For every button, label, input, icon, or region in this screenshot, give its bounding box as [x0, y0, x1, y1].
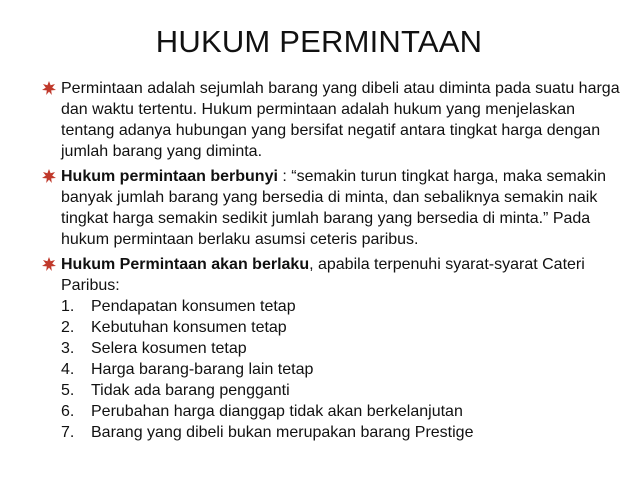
list-number: 6. [61, 403, 75, 420]
list-number: 4. [61, 361, 75, 378]
bullet-item-definition [42, 78, 627, 162]
bullet-bold-text: Hukum permintaan berbunyi [61, 168, 278, 185]
list-item [61, 422, 627, 443]
list-text: Harga barang-barang lain tetap [91, 361, 314, 378]
list-item [61, 296, 627, 317]
conditions-list [61, 296, 627, 443]
list-text: Selera kosumen tetap [91, 340, 247, 357]
red-starburst-icon [42, 81, 56, 95]
bullet-text: Permintaan adalah sejumlah barang yang dibeli atau diminta pada suatu harga dan waktu tertentu. Hukum permintaan adalah hukum yang menjelaskan tentang adanya hubungan yang bersifat negatif antara tingkat harga dengan jumlah barang yang diminta. [61, 80, 620, 160]
bullet-item-conditions [42, 254, 627, 443]
list-item [61, 359, 627, 380]
list-item [61, 338, 627, 359]
slide-content [42, 78, 627, 447]
bullet-text: , apabila terpenuhi syarat-syarat Cateri Paribus: [61, 256, 585, 294]
red-starburst-icon [42, 257, 56, 271]
list-number: 5. [61, 382, 75, 399]
list-number: 1. [61, 298, 75, 315]
list-item [61, 401, 627, 422]
list-text: Tidak ada barang pengganti [91, 382, 290, 399]
list-item [61, 380, 627, 401]
list-text: Perubahan harga dianggap tidak akan berkelanjutan [91, 403, 463, 420]
list-number: 2. [61, 319, 75, 336]
list-number: 7. [61, 424, 75, 441]
list-text: Pendapatan konsumen tetap [91, 298, 296, 315]
list-number: 3. [61, 340, 75, 357]
list-text: Barang yang dibeli bukan merupakan barang Prestige [91, 424, 474, 441]
slide-title: HUKUM PERMINTAAN [155, 24, 483, 59]
red-starburst-icon [42, 169, 56, 183]
list-text: Kebutuhan konsumen tetap [91, 319, 287, 336]
bullet-text: : “semakin turun tingkat harga, maka semakin banyak jumlah barang yang bersedia di minta, dan sebaliknya semakin naik tingkat harga semakin sedikit jumlah barang yang bersedia di minta.” Pada hukum permintaan berlaku asumsi ceteris paribus. [61, 168, 607, 248]
bullet-item-law-statement [42, 166, 627, 250]
list-item [61, 317, 627, 338]
bullet-bold-text: Hukum Permintaan akan berlaku [61, 256, 310, 273]
